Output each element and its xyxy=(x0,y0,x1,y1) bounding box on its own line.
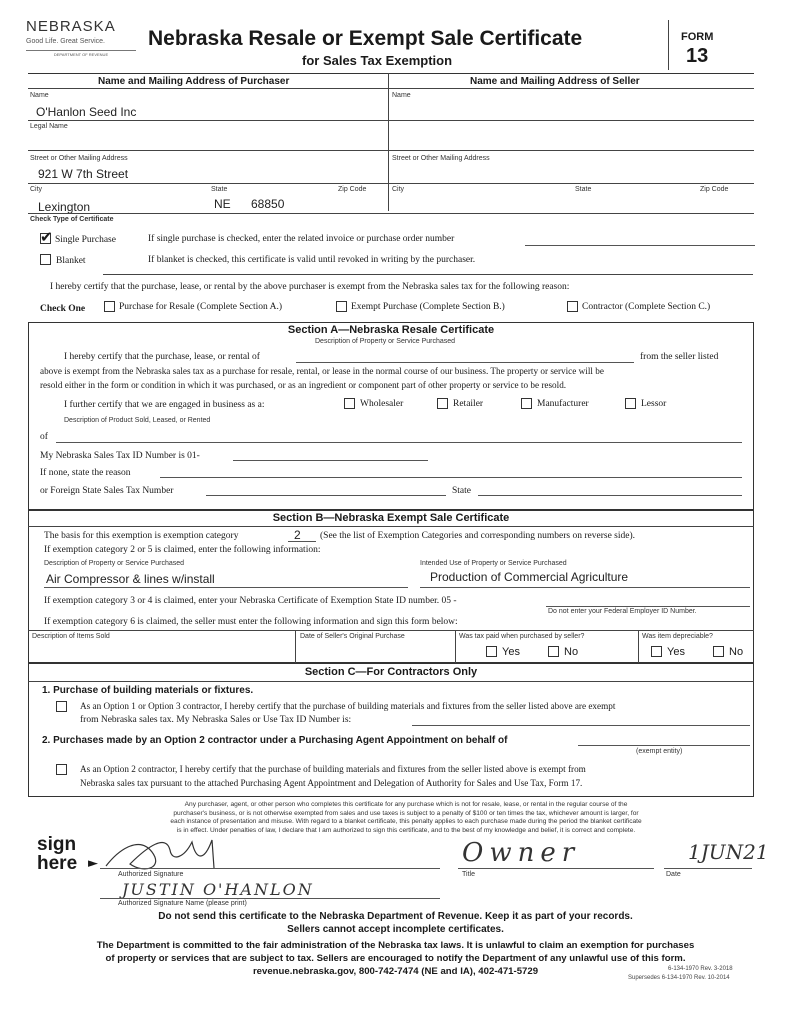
footer-line-2: Sellers cannot accept incomplete certificates. xyxy=(287,924,504,935)
purchaser-state-value[interactable]: NE xyxy=(214,197,231,211)
basis-category-value[interactable]: 2 xyxy=(294,528,301,542)
here-label: here xyxy=(37,853,78,874)
single-purchase-label: Single Purchase xyxy=(55,235,116,245)
purchaser-street-value[interactable]: 921 W 7th Street xyxy=(38,167,129,181)
retailer-label: Retailer xyxy=(453,399,484,409)
check-one-label: Check One xyxy=(40,304,86,314)
depreciable-no-checkbox[interactable] xyxy=(713,646,724,657)
section-a-desc-caption: Description of Property or Service Purchased xyxy=(315,338,456,345)
foreign-state-label: State xyxy=(452,486,471,496)
penalty-line-1: Any purchaser, agent, or other person who completes this certificate for any purchase which is not for resale, lease, or rental in the regular course of the xyxy=(184,801,628,808)
logo-department: DEPARTMENT OF REVENUE xyxy=(26,50,136,57)
penalty-line-3: each instance of presentation and misuse. With regard to a blanket certificate, this penalty applies to each purchase made during the period the blanket certificate xyxy=(170,818,642,826)
purchaser-city-value[interactable]: Lexington xyxy=(38,200,91,214)
seller-name-label: Name xyxy=(392,92,411,99)
footer-contact: revenue.nebraska.gov, 800-742-7474 (NE and IA), 402-471-5729 xyxy=(252,966,539,977)
blanket-text: If blanket is checked, this certificate is valid until revoked in writing by the purchaser. xyxy=(148,255,476,265)
purchaser-name-label: Name xyxy=(30,92,49,99)
lessor-checkbox[interactable] xyxy=(625,398,636,409)
section-c-item1-line1: As an Option 1 or Option 3 contractor, I hereby certify that the purchase of building materials and fixtures from the seller listed above are exempt xyxy=(80,701,616,711)
section-a-line1-start: I hereby certify that the purchase, lease, or rental of xyxy=(64,352,260,362)
contractor-option-label: Contractor (Complete Section C.) xyxy=(582,302,711,312)
seller-state-label: State xyxy=(575,186,592,193)
nebraska-logo xyxy=(26,18,136,57)
resale-option-label: Purchase for Resale (Complete Section A.) xyxy=(119,302,283,312)
manufacturer-label: Manufacturer xyxy=(537,399,589,409)
penalty-line-2: purchaser's business, or is not otherwise exempted from sales and use taxes is subject to a penalty of $100 or ten times the tax, whichever amount is larger, for xyxy=(173,809,639,817)
lessor-label: Lessor xyxy=(641,399,667,409)
seller-zip-label: Zip Code xyxy=(700,186,729,193)
purchaser-legal-name-label: Legal Name xyxy=(30,123,68,130)
purchaser-city-label: City xyxy=(30,186,43,193)
logo-wordmark: NEBRASKA xyxy=(26,18,116,35)
footer-line-4: of property or services that are subject to tax. Sellers are encouraged to notify the Department of any unlawful use of this form. xyxy=(105,953,686,964)
seller-city-label: City xyxy=(392,186,405,193)
seller-street-label: Street or Other Mailing Address xyxy=(392,155,490,162)
desc-property-caption: Description of Property or Service Purchased xyxy=(44,560,185,567)
title-label: Title xyxy=(462,871,475,878)
tax-paid-yes-checkbox[interactable] xyxy=(486,646,497,657)
section-c-item2-heading: 2. Purchases made by an Option 2 contractor under a Purchasing Agent Appointment on behalf of xyxy=(42,735,508,746)
none-reason-label: If none, state the reason xyxy=(40,468,131,478)
section-c-item1-heading: 1. Purchase of building materials or fixtures. xyxy=(42,685,254,696)
tax-paid-yes-label: Yes xyxy=(502,646,520,658)
section-a-line3: resold either in the form or condition in which it was purchased, or as an ingredient or component part of other property or service to be resold. xyxy=(40,380,567,390)
depreciable-no-label: No xyxy=(729,646,744,658)
of-label: of xyxy=(40,432,48,442)
logo-tagline: Good Life. Great Service. xyxy=(26,38,105,45)
option1-contractor-checkbox[interactable] xyxy=(56,701,67,712)
cert-type-heading: Check Type of Certificate xyxy=(30,216,114,223)
form-label: FORM xyxy=(681,31,714,43)
basis-start: The basis for this exemption is exemption category xyxy=(44,531,239,541)
form-title: Nebraska Resale or Exempt Sale Certificate xyxy=(148,27,583,50)
retailer-checkbox[interactable] xyxy=(437,398,448,409)
wholesaler-label: Wholesaler xyxy=(360,399,404,409)
blanket-checkbox[interactable] xyxy=(40,254,51,265)
section-a xyxy=(28,322,754,510)
col-items-sold: Description of Items Sold xyxy=(32,633,110,640)
option2-contractor-checkbox[interactable] xyxy=(56,764,67,775)
section-a-line1-end: from the seller listed xyxy=(640,352,719,362)
intended-use-caption: Intended Use of Property or Service Purchased xyxy=(420,560,567,567)
form-number: 13 xyxy=(686,45,709,67)
intended-use-value[interactable]: Production of Commercial Agriculture xyxy=(430,570,629,584)
depreciable-yes-label: Yes xyxy=(667,646,685,658)
product-caption: Description of Product Sold, Leased, or Rented xyxy=(64,417,211,424)
basis-end: (See the list of Exemption Categories and corresponding numbers on reverse side). xyxy=(320,531,635,541)
date-label: Date xyxy=(666,871,681,878)
wholesaler-checkbox[interactable] xyxy=(344,398,355,409)
single-purchase-text: If single purchase is checked, enter the related invoice or purchase order number xyxy=(148,234,455,244)
section-a-title: Section A—Nebraska Resale Certificate xyxy=(287,324,495,336)
purchaser-zip-value[interactable]: 68850 xyxy=(251,197,285,211)
form-subtitle: for Sales Tax Exemption xyxy=(302,53,453,68)
resale-checkbox[interactable] xyxy=(104,301,115,312)
printed-name-label: Authorized Signature Name (please print) xyxy=(118,900,247,907)
property-description-value[interactable]: Air Compressor & lines w/install xyxy=(46,572,215,586)
date-value[interactable]: 1JUN21 xyxy=(688,840,769,864)
revision-note: 6-134-1970 Rev. 3-2018 xyxy=(668,966,733,972)
cat6-text: If exemption category 6 is claimed, the seller must enter the following information and sign this form below: xyxy=(44,617,458,627)
col-tax-paid: Was tax paid when purchased by seller? xyxy=(459,633,585,640)
foreign-tax-label: or Foreign State Sales Tax Number xyxy=(40,486,174,496)
section-c-item2-line2: Nebraska sales tax pursuant to the attached Purchasing Agent Appointment and Delegation of Authority for Sales and Use Tax, Form 17. xyxy=(80,778,583,788)
contractor-checkbox[interactable] xyxy=(567,301,578,312)
section-a-line2: above is exempt from the Nebraska sales tax as a purchase for resale, rental, or lease in the normal course of our business. The property or service will be xyxy=(40,366,604,376)
cat25-text: If exemption category 2 or 5 is claimed, enter the following information: xyxy=(44,545,321,555)
section-c-title: Section C—For Contractors Only xyxy=(304,666,478,678)
section-b-title: Section B—Nebraska Exempt Sale Certificate xyxy=(272,512,510,524)
purchaser-heading: Name and Mailing Address of Purchaser xyxy=(98,76,290,87)
purchaser-street-label: Street or Other Mailing Address xyxy=(30,155,128,162)
footer-line-3: The Department is committed to the fair administration of the Nebraska tax laws. It is unlawful to claim an exemption for purchases xyxy=(96,940,695,951)
penalty-line-4: is in effect. Under penalties of law, I declare that I am authorized to sign this certificate, and to the best of my knowledge and belief, it is correct and complete. xyxy=(176,826,636,834)
printed-name-value[interactable]: JUSTIN O'HANLON xyxy=(122,880,314,899)
section-c xyxy=(28,663,754,797)
blanket-label: Blanket xyxy=(56,256,86,266)
footer-line-1: Do not send this certificate to the Nebraska Department of Revenue. Keep it as part of your records. xyxy=(158,911,633,922)
sign-label: sign xyxy=(37,834,77,855)
manufacturer-checkbox[interactable] xyxy=(521,398,532,409)
seller-heading: Name and Mailing Address of Seller xyxy=(470,76,640,87)
engaged-text: I further certify that we are engaged in business as a: xyxy=(64,400,265,410)
certify-reason-text: I hereby certify that the purchase, lease, or rental by the above purchaser is exempt from the Nebraska sales tax for the following reason: xyxy=(50,282,570,292)
tax-paid-no-checkbox[interactable] xyxy=(548,646,559,657)
purchaser-zip-label: Zip Code xyxy=(338,186,367,193)
fein-note: Do not enter your Federal Employer ID Number. xyxy=(548,608,697,615)
title-value[interactable]: Owner xyxy=(462,838,581,868)
col-purchase-date: Date of Seller's Original Purchase xyxy=(300,633,405,640)
exempt-checkbox[interactable] xyxy=(336,301,347,312)
purchaser-name-value[interactable]: O'Hanlon Seed Inc xyxy=(36,105,137,119)
section-c-item2-line1: As an Option 2 contractor, I hereby certify that the purchase of building materials and fixtures from the seller listed above is exempt from xyxy=(80,764,586,774)
check-mark-icon: ✔ xyxy=(40,228,53,246)
cat34-text: If exemption category 3 or 4 is claimed, enter your Nebraska Certificate of Exemption State ID number. 05 - xyxy=(44,596,457,606)
supersedes-note: Supersedes 6-134-1970 Rev. 10-2014 xyxy=(628,975,730,981)
purchaser-state-label: State xyxy=(211,186,228,193)
tax-id-label: My Nebraska Sales Tax ID Number is 01- xyxy=(40,451,200,461)
col-depreciable: Was item depreciable? xyxy=(642,633,713,640)
sign-arrow-icon: ► xyxy=(88,856,98,871)
exempt-option-label: Exempt Purchase (Complete Section B.) xyxy=(351,302,505,312)
depreciable-yes-checkbox[interactable] xyxy=(651,646,662,657)
tax-paid-no-label: No xyxy=(564,646,579,658)
section-c-item1-line2: from Nebraska sales tax. My Nebraska Sales or Use Tax ID Number is: xyxy=(80,715,352,725)
exempt-entity-caption: (exempt entity) xyxy=(636,748,683,755)
authorized-signature-label: Authorized Signature xyxy=(118,871,184,878)
